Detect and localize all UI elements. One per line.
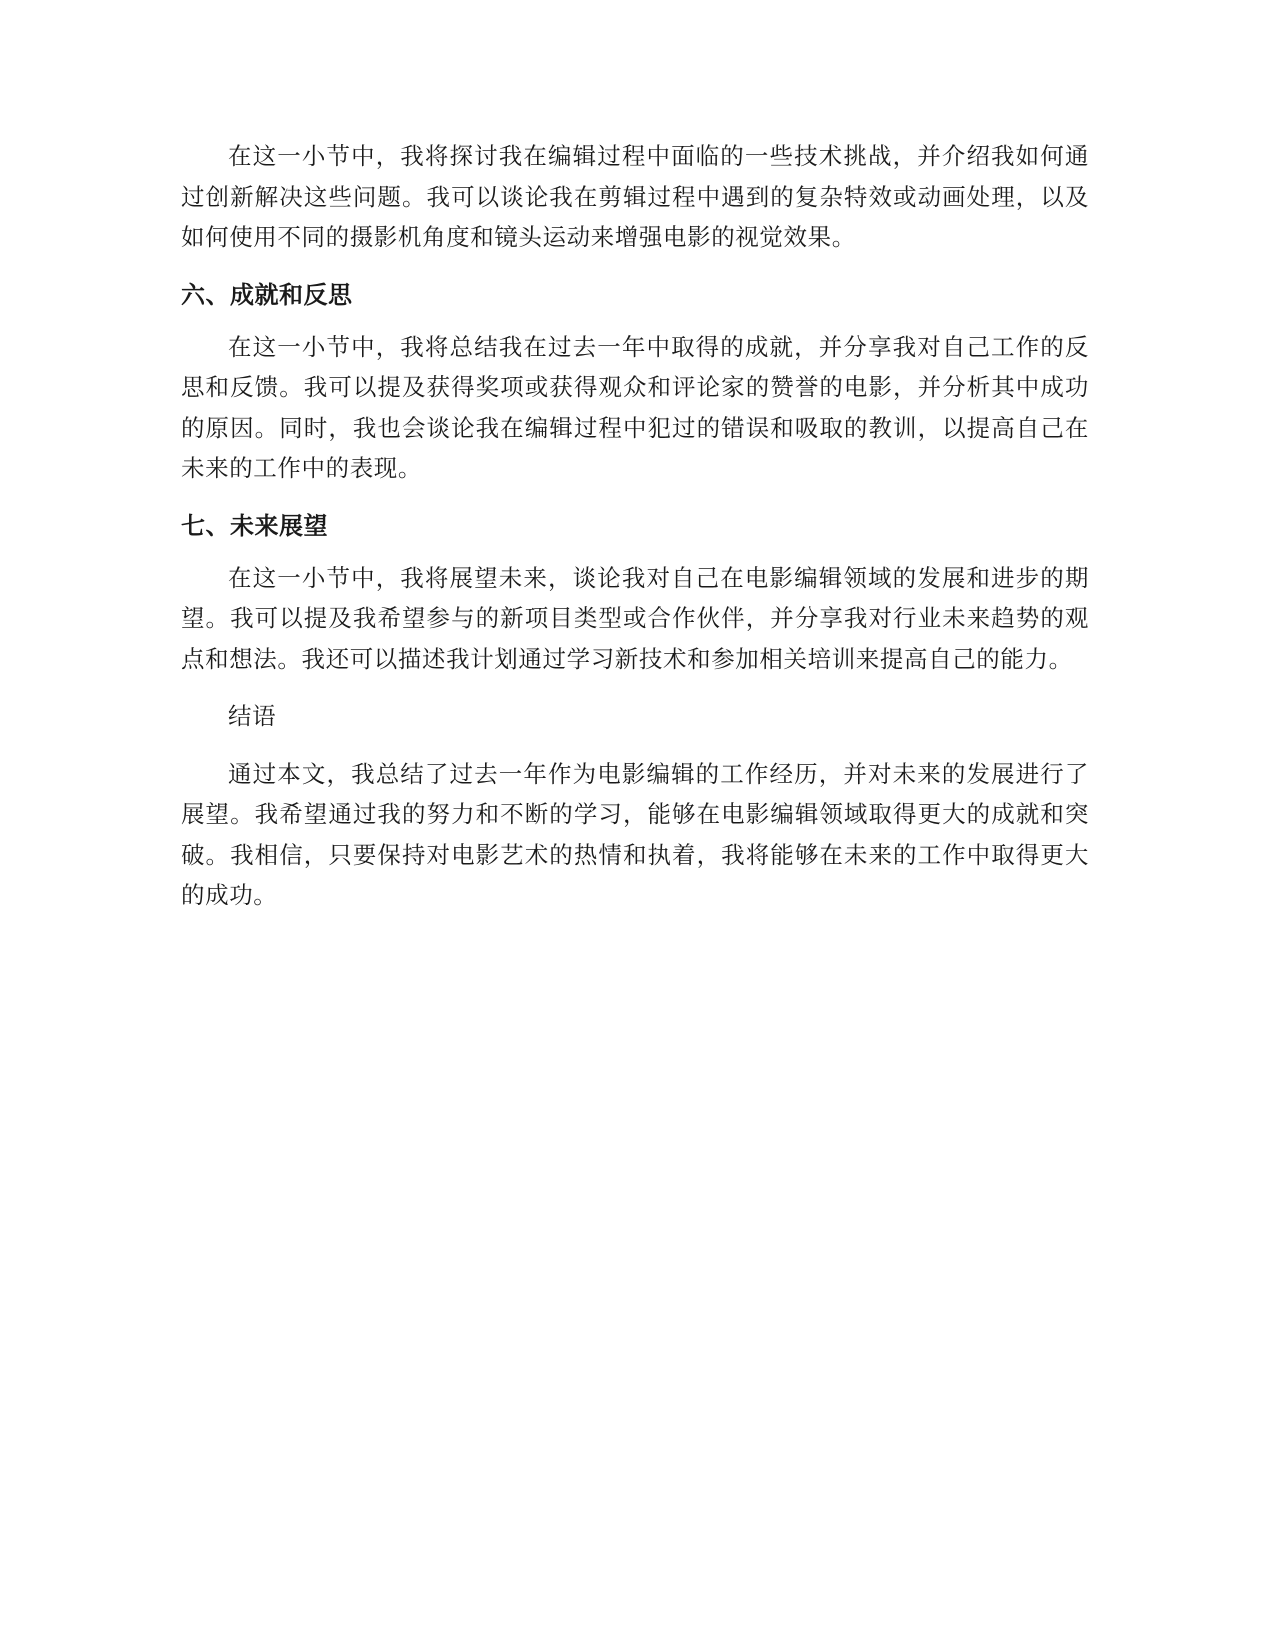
section5-paragraph: 在这一小节中，我将探讨我在编辑过程中面临的一些技术挑战，并介绍我如何通过创新解决这些问题。我可以谈论我在剪辑过程中遇到的复杂特效或动画处理，以及如何使用不同的摄影机角度和镜头运动来增强电影的视觉效果。 bbox=[181, 142, 1089, 251]
section7-heading: 七、未来展望 bbox=[181, 511, 328, 540]
section7-paragraph: 在这一小节中，我将展望未来，谈论我对自己在电影编辑领域的发展和进步的期望。我可以提及我希望参与的新项目类型或合作伙伴，并分享我对行业未来趋势的观点和想法。我还可以描述我计划通过学习新技术和参加相关培训来提高自己的能力。 bbox=[181, 563, 1089, 673]
conclusion-paragraph: 通过本文，我总结了过去一年作为电影编辑的工作经历，并对未来的发展进行了展望。我希望通过我的努力和不断的学习，能够在电影编辑领域取得更大的成就和突破。我相信，只要保持对电影艺术的热情和执着，我将能够在未来的工作中取得更大的成功。 bbox=[181, 759, 1089, 909]
document-page bbox=[181, 136, 1089, 933]
section6-paragraph: 在这一小节中，我将总结我在过去一年中取得的成就，并分享我对自己工作的反思和反馈。我可以提及获得奖项或获得观众和评论家的赞誉的电影，并分析其中成功的原因。同时，我也会谈论我在编辑过程中犯过的错误和吸取的教训，以提高自己在未来的工作中的表现。 bbox=[181, 332, 1089, 482]
conclusion-label: 结语 bbox=[228, 702, 277, 730]
section6-heading: 六、成就和反思 bbox=[181, 280, 353, 309]
